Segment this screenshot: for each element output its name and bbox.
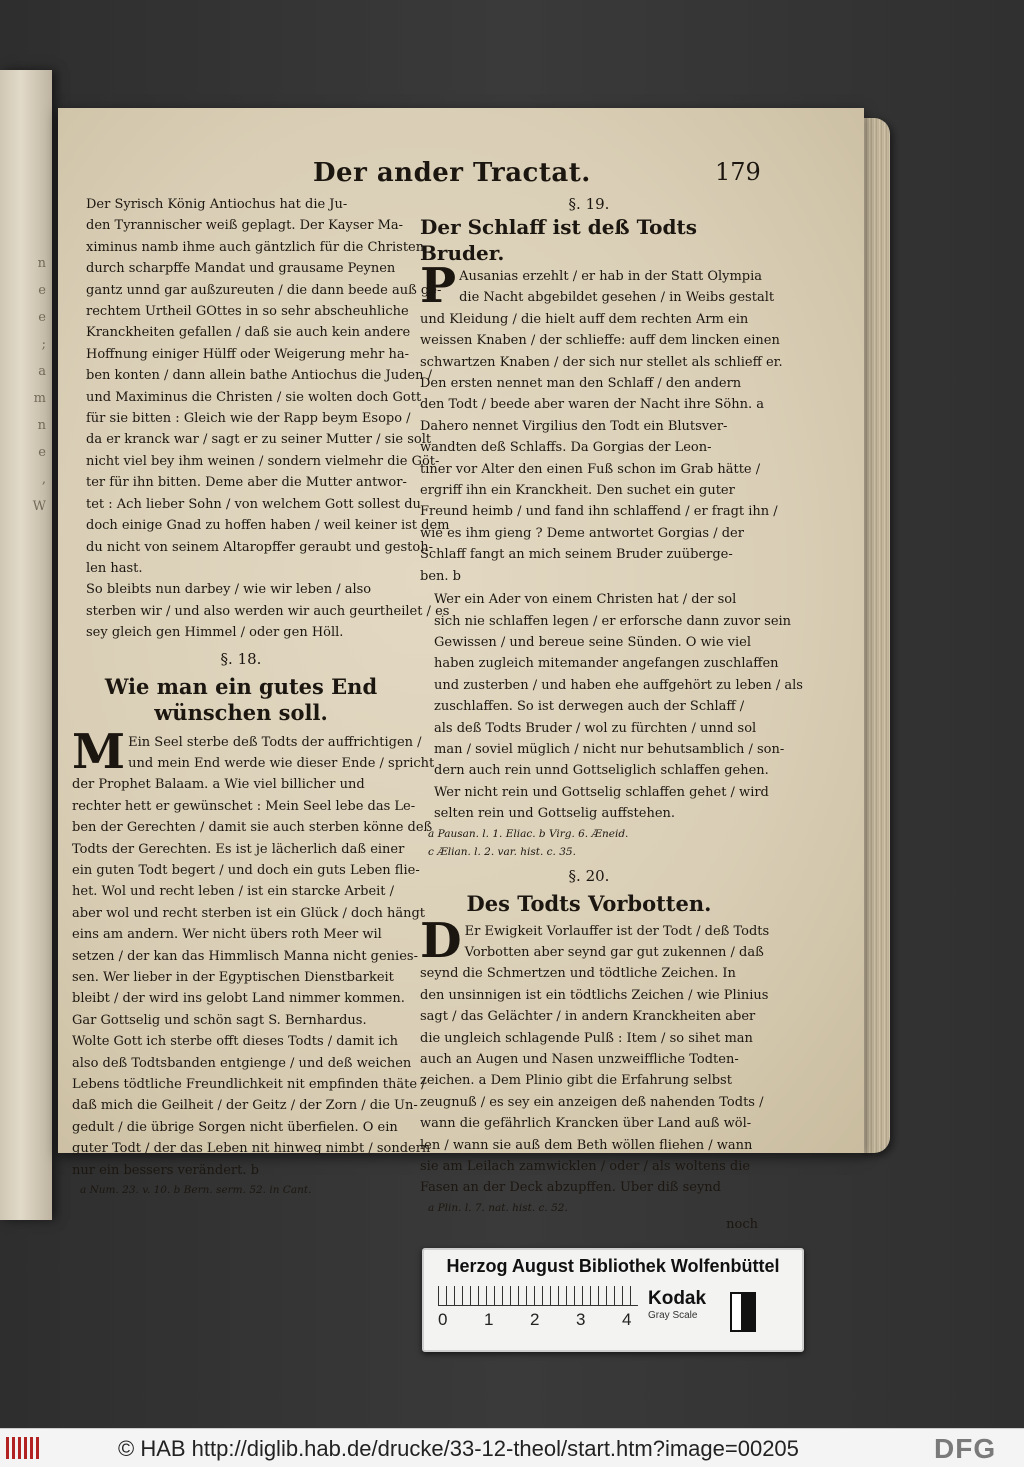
footer-bar [0,1428,1024,1467]
right-footnotes-1: a Pausan. l. 1. Eliac. b Virg. 6. Æneid. [428,827,629,840]
gray-swatch [730,1292,756,1332]
ruler-ticks [438,1286,638,1306]
drop-cap-m: M [72,723,126,780]
left-para-2: So bleibts nun darbey / wie wir leben / also sterben wir / und also werden wir auch geurtheilet / es sey gleich gen Himmel / oder gen Höll. [86,582,450,641]
kodak-subtitle: Gray Scale [648,1310,698,1321]
section-19-number: §. 19. [568,195,610,213]
kodak-mark [648,1288,706,1321]
ruler-number: 4 [622,1310,632,1329]
section-20-heading: Des Todts Vorbotten. [466,890,712,916]
catchword: noch [726,1216,758,1232]
footer-url[interactable]: © HAB http://diglib.hab.de/drucke/33-12-theol/start.htm?image=00205 [118,1436,799,1461]
page-number: 179 [715,158,761,186]
right-para-1: P Ausanias erzehlt / er hab in der Statt Olympia die Nacht abgebildet gesehen / in Weibs gestalt und Kleidung / die hielt auff dem rechten Arm ein weissen Knaben / der schlieffe: auff dem lincken einen schwartzen Knaben / der sich nur stellet als schlieff er. Den ersten nennet man den Schlaff / den andern den Todt / beede aber waren der Nacht ihre Söhn. a Dahero nennet Virgilius den Todt ein Blutsver- wandten deß Schlaffs. Da Gorgias der Leon- tiner vor Alter den einen Fuß schon im Grab hätte / ergriff ihn ein Kranckheit. Den suchet ein guter Freund heimb / und fand ihn schlaffend / er fragt ihn / wie es ihm gieng ? Deme antwortet Gorgias / der Schlaff fangt an mich seinem Bruder zuüberge- ben. b [420,258,783,584]
library-logo-icon [6,1437,42,1459]
right-footnotes-2: c Ælian. l. 2. var. hist. c. 35. [428,845,576,858]
right-para-3: D Er Ewigkeit Vorlauffer ist der Todt / deß Todts Vorbotten aber seynd gar gut zukennen / daß seynd die Schmertzen und tödtliche Zeichen. In den unsinnigen ist ein tödtlichs Zeichen / wie Plinius sagt / das Gelächter / in andern Kranckheiten aber die ungleich schlagende Pulß : Item / so sihet man auch an Augen und Nasen unzweiffliche Todten- zeichen. a Dem Plinio gibt die Erfahrung selbst zeugnuß / es sey ein anzeigen deß nahenden Todts / wann die gefährlich Krancken über Land auß wöl- len / wann sie auß dem Beth wöllen fliehen / wann sie am Leilach zamwicklen / oder / als woltens die Fasen an der Deck abzupffen. Uber diß seynd [420,912,770,1196]
right-footnotes-3: a Plin. l. 7. nat. hist. c. 52. [428,1201,568,1214]
dfg-logo: DFG [934,1433,997,1464]
section-20-number: §. 20. [568,866,610,885]
label-title: Herzog August Bibliothek Wolfenbüttel [446,1256,780,1276]
left-column [72,194,450,1199]
ruler-number: 3 [576,1310,586,1329]
section-18-heading: Wie man ein gutes End wünschen soll. [104,673,378,725]
left-footnotes: a Num. 23. v. 10. b Bern. serm. 52. in Cant. [80,1184,312,1197]
running-head: Der ander Tractat. [313,158,591,188]
drop-cap-d: D [420,912,462,969]
left-para-3: M Ein Seel sterbe deß Todts der auffrichtigen / und mein End werde wie dieser Ende / spricht der Prophet Balaam. a Wie viel billicher und rechter hett er gewünschet : Mein Seel lebe das Le- ben der Gerechten / damit sie auch sterben könne deß Todts der Gerechten. Es ist je lächerlich daß einer ein guten Todt begert / und doch ein guts Leben flie- het. Wol und recht leben / ist ein starcke Arbeit / aber wol und recht sterben ist ein Glück / doch hängt eins am andern. Wer nicht übers roth Meer wil setzen / der kan das Himmlisch Manna nicht genies- sen. Wer lieber in der Egyptischen Dienstbarkeit bleibt / der wird ins gelobt Land nimmer kommen. Gar Gottselig und schön sagt S. Bernhardus. Wolte Gott ich sterbe offt dieses Todts / damit ich also deß Todtsbanden entgienge / und deß weichen Lebens tödtliche Freundlichkeit nit empfinden thäte / daß mich die Geilheit / der Geitz / der Zorn / die Un- gedult / die übrige Sorgen nicht überfielen. O ein guter Todt / der das Leben nit hinweg nimbt / sondern nur ein bessers verändert. b [72,723,435,1178]
left-edge-fragments: n e e ; a m n e , W [32,256,46,514]
right-column [420,194,803,1232]
section-19-heading: Der Schlaff ist deß Todts Bruder. [420,215,698,265]
left-page-edge [0,70,52,1220]
right-para-2: Wer ein Ader von einem Christen hat / der sol sich nie schlaffen legen / er erforsche dann zuvor sein Gewissen / und bereue seine Sünden. O wie viel haben zugleich mitemander angefangen zuschlaffen und zusterben / und haben ehe auffgehört zu leben / als zuschlaffen. So ist derwegen auch der Schlaff / als deß Todts Bruder / wol zu fürchten / unnd sol man / soviel müglich / nicht nur behutsamblich / son- dern auch rein unnd Gottseliglich schlaffen gehen. Wer nicht rein und Gottselig schlaffen gehet / wird selten rein und Gottselig auffstehen. [434,592,803,822]
drop-cap-p: P [420,258,457,314]
ruler-number: 1 [484,1310,494,1329]
ruler-number: 2 [530,1310,540,1329]
left-para-1: Der Syrisch König Antiochus hat die Ju- den Tyrannischer weiß geplagt. Der Kayser Ma- ximinus namb ihme auch gäntzlich für die Christen durch scharpffe Mandat und grausame Peynen gantz unnd gar außzureuten / die dann beede auß ge- rechtem Urtheil GOttes in so sehr abscheuhliche Kranckheiten gefallen / daß sie auch kein andere Hoffnung einiger Hülff oder Weigerung mehr ha- ben konten / dann allein bathe Antiochus die Juden / und Maximinus die Christen / sie wolten doch Gott für sie bitten : Gleich wie der Rapp beym Esopo / da er kranck war / sagt er zu seiner Mutter / sie solt nicht viel bey ihm weinen / sondern vielmehr die Göt- ter für ihn bitten. Deme aber die Mutter antwor- tet : Ach lieber Sohn / von welchem Gott sollest du doch einige Gnad zu hoffen haben / weil keiner ist dem du nicht von seinem Altaropffer geraubt und gestoh- len hast. [86,197,450,576]
section-18-number: §. 18. [220,649,262,668]
library-label [422,1248,804,1352]
book-page [58,108,864,1232]
kodak-brand: Kodak [648,1288,707,1309]
gray-scale-ruler [438,1286,638,1334]
ruler-number: 0 [438,1310,448,1329]
